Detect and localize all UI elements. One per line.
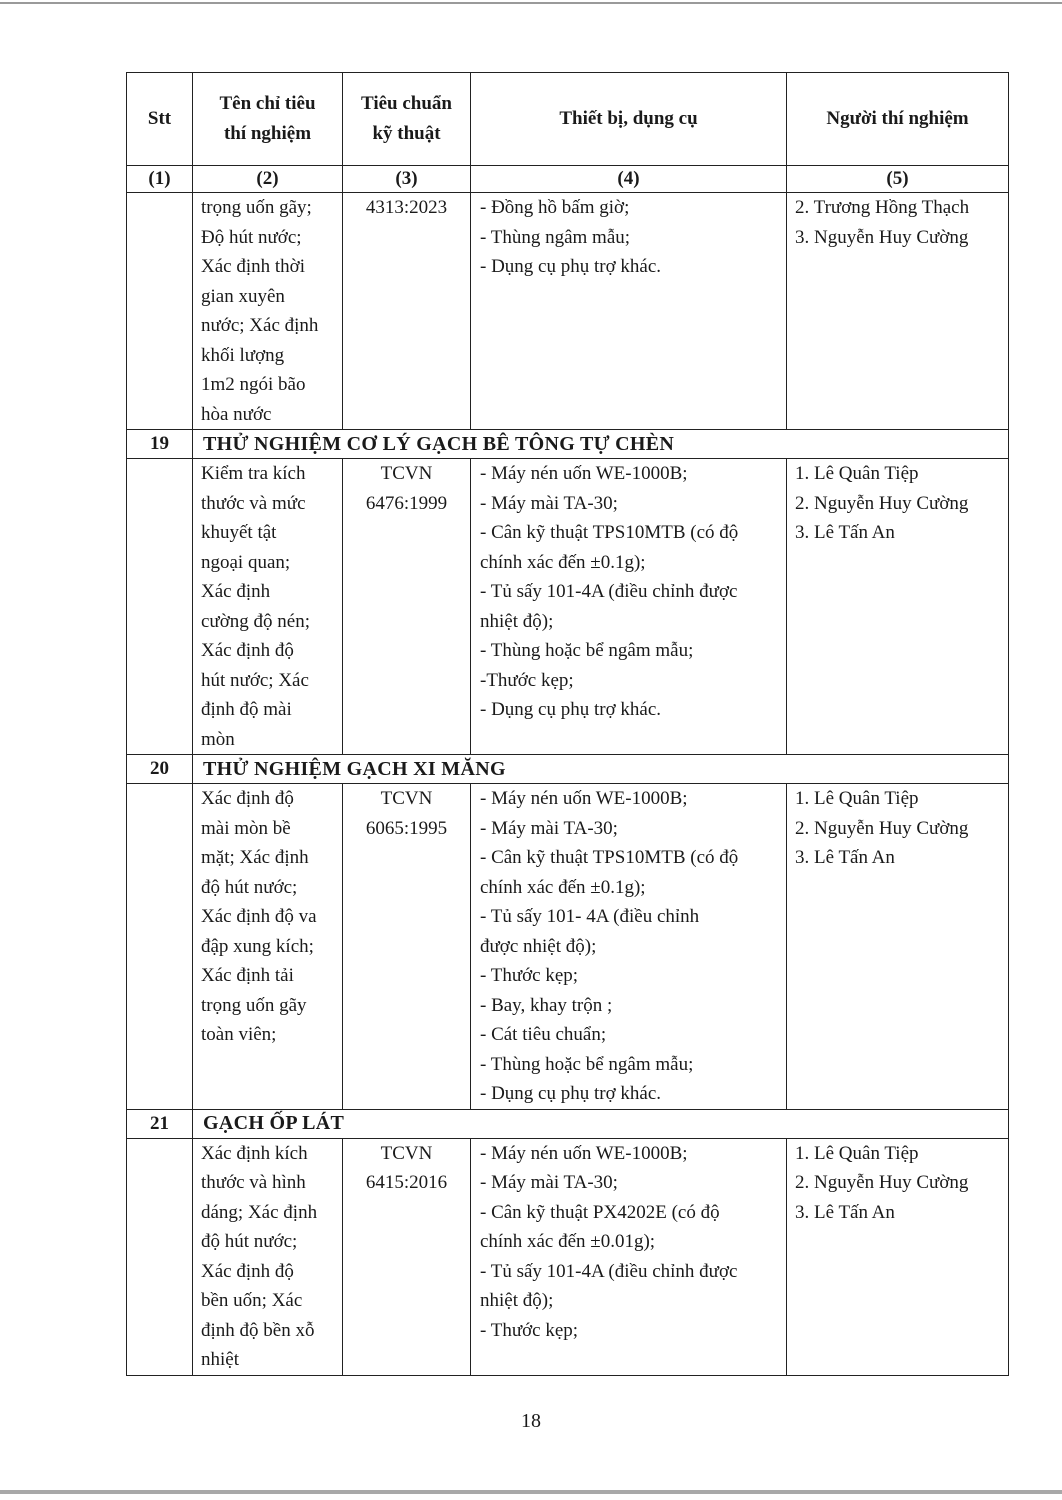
text-line: gian xuyên bbox=[201, 285, 285, 307]
text-line: Xác định độ va bbox=[201, 906, 317, 927]
stt-cell bbox=[127, 784, 193, 1110]
text-line: - Thùng hoặc bể ngâm mẫu; bbox=[480, 1053, 694, 1075]
section-body-row bbox=[127, 784, 1009, 1110]
text-line: nhiệt bbox=[201, 1349, 239, 1370]
section-header-row bbox=[127, 755, 1009, 784]
text-line: trọng uốn gãy bbox=[201, 994, 307, 1016]
text-line: nước; Xác định bbox=[201, 315, 319, 336]
text-line: - Tủ sấy 101-4A (điều chỉnh được bbox=[480, 581, 738, 602]
document-page bbox=[126, 72, 1008, 1376]
text-line: - Tủ sấy 101-4A (điều chỉnh được bbox=[480, 1260, 738, 1282]
text-line: - Tủ sấy 101- 4A (điều chỉnh bbox=[480, 906, 700, 927]
text-line: định độ bền xỗ bbox=[201, 1319, 315, 1341]
text-line: - Cân kỹ thuật TPS10MTB (có độ bbox=[480, 847, 739, 868]
text-line: - Máy mài TA-30; bbox=[480, 1172, 618, 1193]
text-line: - Cân kỹ thuật PX4202E (có độ bbox=[480, 1201, 720, 1223]
text-line: nhiệt độ); bbox=[480, 1290, 554, 1311]
text-line: bền uốn; Xác bbox=[201, 1290, 303, 1311]
text-line: thước và hình bbox=[201, 1172, 306, 1193]
standard-cell bbox=[343, 459, 471, 755]
text-line: - Dụng cụ phụ trợ khác. bbox=[480, 256, 662, 277]
section-body-row bbox=[127, 1138, 1009, 1375]
bottom-border-line bbox=[0, 1490, 1062, 1494]
text-line: 2. Nguyễn Huy Cường bbox=[795, 492, 969, 514]
table-header-row bbox=[127, 73, 1009, 166]
equipment-cell bbox=[471, 1138, 787, 1375]
text-line: ngoại quan; bbox=[201, 551, 291, 573]
header-standard-line: kỹ thuật bbox=[372, 123, 441, 144]
stt-cell bbox=[127, 1138, 193, 1375]
text-line: hút nước; Xác bbox=[201, 669, 309, 691]
text-line: - Cát tiêu chuẩn; bbox=[480, 1024, 607, 1045]
text-line: 6065:1995 bbox=[365, 817, 448, 839]
tests-cell bbox=[193, 1138, 343, 1375]
text-line: 3. Lê Tấn An bbox=[795, 1201, 895, 1223]
header-stt: Stt bbox=[127, 73, 193, 166]
section-title: THỬ NGHIỆM GẠCH XI MĂNG bbox=[193, 755, 1009, 784]
text-line: - Thước kẹp; bbox=[480, 965, 579, 986]
equipment-cell bbox=[471, 193, 787, 430]
header-test-name-line: Tên chỉ tiêu bbox=[219, 93, 316, 114]
text-line: TCVN bbox=[380, 463, 433, 484]
column-number: (2) bbox=[193, 166, 343, 193]
text-line: Xác định bbox=[201, 581, 271, 602]
text-line: Xác định độ bbox=[201, 640, 294, 661]
text-line: chính xác đến ±0.1g); bbox=[480, 876, 646, 898]
text-line: mặt; Xác định bbox=[201, 847, 309, 868]
text-line: Xác định tải bbox=[201, 965, 294, 986]
section-stt: 21 bbox=[127, 1109, 193, 1138]
top-border-line bbox=[0, 2, 1062, 4]
equipment-cell bbox=[471, 459, 787, 755]
text-line: toàn viên; bbox=[201, 1024, 277, 1045]
text-line: 2. Trương Hồng Thạch bbox=[795, 197, 970, 218]
text-line: 3. Nguyễn Huy Cường bbox=[795, 226, 969, 248]
text-line: -Thước kẹp; bbox=[480, 669, 574, 691]
stt-cell bbox=[127, 193, 193, 430]
text-line: 3. Lê Tấn An bbox=[795, 847, 895, 868]
text-line: - Thùng hoặc bể ngâm mẫu; bbox=[480, 640, 694, 661]
text-line: thước và mức bbox=[201, 492, 306, 514]
text-line: 1m2 ngói bão bbox=[201, 374, 306, 395]
text-line: 6476:1999 bbox=[365, 492, 448, 514]
tests-cell bbox=[193, 193, 343, 430]
text-line: - Máy nén uốn WE-1000B; bbox=[480, 1142, 688, 1164]
test-table bbox=[126, 72, 1009, 1376]
text-line: 1. Lê Quân Tiệp bbox=[795, 1142, 919, 1164]
page-number: 18 bbox=[521, 1410, 541, 1432]
text-line: TCVN bbox=[380, 788, 433, 809]
text-line: Kiểm tra kích bbox=[201, 463, 306, 484]
header-standard bbox=[343, 73, 471, 166]
text-line: hòa nước bbox=[201, 403, 272, 425]
text-line: dáng; Xác định bbox=[201, 1201, 318, 1223]
text-line: cường độ nén; bbox=[201, 610, 310, 632]
text-line: được nhiệt độ); bbox=[480, 935, 597, 957]
text-line: Xác định độ bbox=[201, 788, 294, 809]
text-line: - Máy nén uốn WE-1000B; bbox=[480, 463, 688, 484]
text-line: - Thước kẹp; bbox=[480, 1319, 579, 1341]
text-line: đập xung kích; bbox=[201, 935, 314, 957]
section-stt: 20 bbox=[127, 755, 193, 784]
tests-cell bbox=[193, 459, 343, 755]
text-line: 4313:2023 bbox=[365, 197, 448, 218]
column-number: (5) bbox=[787, 166, 1009, 193]
standard-cell bbox=[343, 784, 471, 1110]
text-line: - Dụng cụ phụ trợ khác. bbox=[480, 699, 662, 720]
text-line: khuyết tật bbox=[201, 522, 277, 543]
people-cell bbox=[787, 1138, 1009, 1375]
text-line: Xác định thời bbox=[201, 256, 305, 277]
section-header-row bbox=[127, 430, 1009, 459]
people-cell bbox=[787, 459, 1009, 755]
text-line: định độ mài bbox=[201, 699, 292, 720]
text-line: nhiệt độ); bbox=[480, 610, 554, 632]
section-body-row bbox=[127, 459, 1009, 755]
text-line: - Đồng hồ bấm giờ; bbox=[480, 197, 630, 218]
text-line: Xác định kích bbox=[201, 1142, 308, 1164]
section-title: GẠCH ỐP LÁT bbox=[193, 1109, 1009, 1138]
section-header-row bbox=[127, 1109, 1009, 1138]
text-line: 1. Lê Quân Tiệp bbox=[795, 788, 919, 809]
text-line: trọng uốn gãy; bbox=[201, 197, 312, 218]
text-line: TCVN bbox=[380, 1142, 433, 1164]
stt-cell bbox=[127, 459, 193, 755]
people-cell bbox=[787, 784, 1009, 1110]
continuation-row bbox=[127, 193, 1009, 430]
text-line: mài mòn bề bbox=[201, 817, 291, 839]
column-number: (3) bbox=[343, 166, 471, 193]
text-line: Xác định độ bbox=[201, 1260, 294, 1282]
people-cell bbox=[787, 193, 1009, 430]
header-standard-line: Tiêu chuẩn bbox=[361, 93, 452, 114]
text-line: chính xác đến ±0.01g); bbox=[480, 1231, 656, 1252]
section-title: THỬ NGHIỆM CƠ LÝ GẠCH BÊ TÔNG TỰ CHÈN bbox=[193, 430, 1009, 459]
standard-cell bbox=[343, 1138, 471, 1375]
text-line: 1. Lê Quân Tiệp bbox=[795, 463, 919, 484]
text-line: 2. Nguyễn Huy Cường bbox=[795, 817, 969, 839]
text-line: 3. Lê Tấn An bbox=[795, 522, 895, 543]
text-line: độ hút nước; bbox=[201, 1231, 298, 1252]
column-number: (4) bbox=[471, 166, 787, 193]
header-test-name bbox=[193, 73, 343, 166]
text-line: - Bay, khay trộn ; bbox=[480, 994, 613, 1016]
tests-cell bbox=[193, 784, 343, 1110]
section-stt: 19 bbox=[127, 430, 193, 459]
text-line: chính xác đến ±0.1g); bbox=[480, 551, 646, 573]
column-number-row bbox=[127, 166, 1009, 193]
text-line: - Thùng ngâm mẫu; bbox=[480, 226, 631, 248]
column-number: (1) bbox=[127, 166, 193, 193]
text-line: - Dụng cụ phụ trợ khác. bbox=[480, 1083, 662, 1104]
text-line: 2. Nguyễn Huy Cường bbox=[795, 1172, 969, 1193]
header-test-name-line: thí nghiệm bbox=[223, 123, 312, 144]
text-line: - Máy mài TA-30; bbox=[480, 492, 618, 514]
text-line: - Cân kỹ thuật TPS10MTB (có độ bbox=[480, 522, 739, 543]
text-line: Độ hút nước; bbox=[201, 226, 302, 248]
text-line: khối lượng bbox=[201, 344, 285, 366]
text-line: 6415:2016 bbox=[365, 1172, 448, 1193]
text-line: độ hút nước; bbox=[201, 876, 298, 898]
text-line: - Máy nén uốn WE-1000B; bbox=[480, 788, 688, 809]
header-equipment: Thiết bị, dụng cụ bbox=[471, 73, 787, 166]
equipment-cell bbox=[471, 784, 787, 1110]
header-tester: Người thí nghiệm bbox=[787, 73, 1009, 166]
standard-cell bbox=[343, 193, 471, 430]
text-line: - Máy mài TA-30; bbox=[480, 817, 618, 839]
text-line: mòn bbox=[201, 728, 235, 750]
